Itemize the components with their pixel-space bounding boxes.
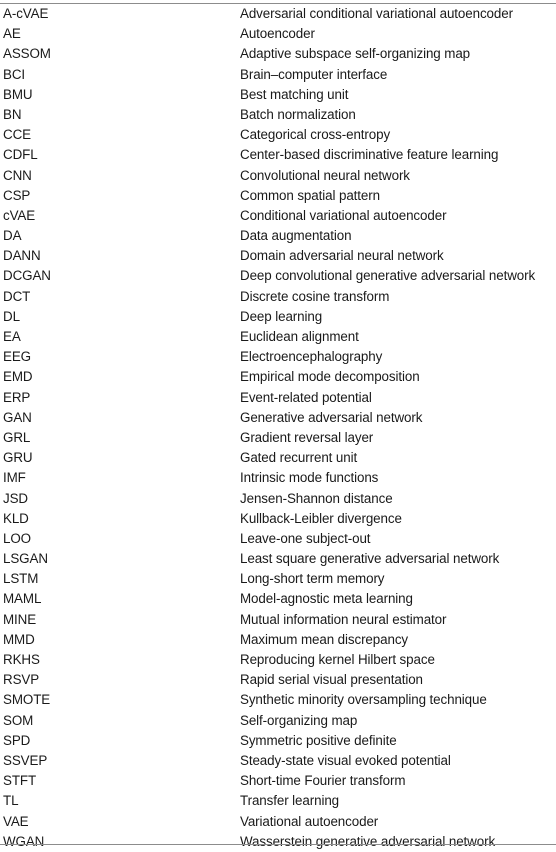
- definition-cell: Self-organizing map: [240, 712, 358, 728]
- table-row: [0, 44, 556, 64]
- definition-cell: Intrinsic mode functions: [240, 470, 379, 486]
- abbreviation-cell: RSVP: [3, 672, 40, 688]
- definition-cell: Short-time Fourier transform: [240, 773, 406, 789]
- definition-cell: Reproducing kernel Hilbert space: [240, 652, 435, 667]
- definition-cell: Categorical cross-entropy: [240, 127, 391, 143]
- table-row: [0, 206, 556, 226]
- table-row: [0, 589, 556, 609]
- abbreviation-cell: CSP: [3, 187, 31, 203]
- abbreviation-cell: KLD: [3, 510, 29, 526]
- abbreviation-cell: A-cVAE: [3, 6, 49, 21]
- abbreviation-cell: DL: [3, 308, 20, 324]
- definition-cell: Model-agnostic meta learning: [240, 591, 413, 607]
- abbreviation-cell: BMU: [3, 86, 33, 102]
- abbreviation-cell: MINE: [3, 611, 37, 627]
- table-row: [0, 65, 556, 85]
- abbreviation-cell: CDFL: [3, 147, 38, 163]
- table-row: [0, 246, 556, 266]
- table-row: [0, 468, 556, 488]
- abbreviation-cell: BCI: [3, 66, 26, 82]
- table-row: [0, 105, 556, 125]
- table-row: [0, 751, 556, 771]
- table-row: [0, 650, 556, 670]
- table-row: [0, 408, 556, 428]
- table-row: [0, 549, 556, 569]
- definition-cell: Wasserstein generative adversarial network: [240, 833, 496, 849]
- table-row: [0, 569, 556, 589]
- table-row: [0, 4, 556, 24]
- abbreviation-cell: BN: [3, 106, 22, 122]
- table-row: [0, 145, 556, 165]
- abbreviation-cell: IMF: [3, 470, 26, 486]
- abbreviation-cell: DCGAN: [3, 268, 51, 284]
- table-row: [0, 791, 556, 811]
- table-row: [0, 307, 556, 327]
- table-row: [0, 771, 556, 791]
- abbreviation-cell: DCT: [3, 288, 31, 304]
- abbreviation-cell: DA: [3, 228, 22, 244]
- abbreviation-cell: SPD: [3, 732, 31, 748]
- definition-cell: Adaptive subspace self-organizing map: [240, 46, 471, 62]
- table-row: [0, 226, 556, 246]
- table-row: [0, 529, 556, 549]
- table-row: [0, 670, 556, 690]
- definition-cell: Data augmentation: [240, 228, 352, 244]
- definition-cell: Best matching unit: [240, 86, 349, 102]
- abbreviation-cell: VAE: [3, 813, 29, 829]
- definition-cell: Leave-one subject-out: [240, 530, 371, 546]
- table-row: [0, 489, 556, 509]
- definition-cell: Deep convolutional generative adversarial network: [240, 268, 536, 284]
- abbreviation-rows: [0, 4, 556, 852]
- abbreviation-cell: WGAN: [3, 833, 45, 849]
- abbreviation-cell: DANN: [3, 248, 41, 264]
- abbreviation-cell: CCE: [3, 127, 31, 143]
- table-row: [0, 630, 556, 650]
- definition-cell: Electroencephalography: [240, 349, 383, 365]
- table-row: [0, 85, 556, 105]
- abbreviation-cell: SOM: [3, 712, 34, 728]
- definition-cell: Event-related potential: [240, 389, 372, 405]
- abbreviation-cell: AE: [3, 26, 21, 42]
- table-row: [0, 327, 556, 347]
- table-row: [0, 832, 556, 852]
- definition-cell: Batch normalization: [240, 106, 356, 122]
- abbreviation-cell: MMD: [3, 631, 35, 647]
- abbreviation-cell: GRU: [3, 450, 33, 466]
- abbreviation-cell: CNN: [3, 167, 32, 183]
- table-row: [0, 690, 556, 710]
- definition-cell: Maximum mean discrepancy: [240, 631, 409, 647]
- definition-cell: Gated recurrent unit: [240, 450, 358, 466]
- table-row: [0, 509, 556, 529]
- table-row: [0, 125, 556, 145]
- definition-cell: Discrete cosine transform: [240, 288, 390, 304]
- abbreviation-cell: SSVEP: [3, 752, 48, 768]
- definition-cell: Adversarial conditional variational autoencoder: [240, 6, 513, 21]
- table-row: [0, 448, 556, 468]
- abbreviation-cell: RKHS: [3, 652, 40, 667]
- table-row: [0, 166, 556, 186]
- table-row: [0, 711, 556, 731]
- definition-cell: Jensen-Shannon distance: [240, 490, 393, 506]
- abbreviation-cell: LSGAN: [3, 551, 48, 567]
- definition-cell: Rapid serial visual presentation: [240, 672, 423, 688]
- abbreviation-cell: MAML: [3, 591, 42, 607]
- definition-cell: Steady-state visual evoked potential: [240, 752, 451, 768]
- abbreviation-cell: TL: [3, 793, 19, 809]
- table-row: [0, 347, 556, 367]
- table-row: [0, 388, 556, 408]
- definition-cell: Least square generative adversarial network: [240, 551, 500, 567]
- abbreviation-cell: EA: [3, 329, 21, 344]
- abbreviation-cell: GRL: [3, 429, 31, 445]
- definition-cell: Autoencoder: [240, 26, 315, 42]
- table-row: [0, 367, 556, 387]
- definition-cell: Mutual information neural estimator: [240, 611, 447, 627]
- definition-cell: Generative adversarial network: [240, 409, 423, 425]
- table-row: [0, 266, 556, 286]
- abbreviation-cell: cVAE: [3, 207, 36, 223]
- abbreviation-cell: EEG: [3, 349, 31, 365]
- abbreviation-cell: ERP: [3, 389, 31, 405]
- definition-cell: Long-short term memory: [240, 571, 385, 587]
- definition-cell: Conditional variational autoencoder: [240, 207, 447, 223]
- abbreviation-cell: ASSOM: [3, 46, 51, 62]
- definition-cell: Center-based discriminative feature learning: [240, 147, 499, 163]
- table-row: [0, 731, 556, 751]
- abbreviation-cell: LSTM: [3, 571, 39, 587]
- abbreviation-cell: EMD: [3, 369, 33, 385]
- table-row: [0, 610, 556, 630]
- definition-cell: Common spatial pattern: [240, 187, 380, 203]
- abbreviation-cell: GAN: [3, 409, 32, 425]
- table-row: [0, 24, 556, 44]
- definition-cell: Symmetric positive definite: [240, 732, 397, 748]
- definition-cell: Domain adversarial neural network: [240, 248, 444, 264]
- table-row: [0, 186, 556, 206]
- definition-cell: Convolutional neural network: [240, 167, 410, 183]
- definition-cell: Euclidean alignment: [240, 329, 359, 344]
- definition-cell: Brain–computer interface: [240, 66, 388, 82]
- definition-cell: Kullback-Leibler divergence: [240, 510, 402, 526]
- definition-cell: Deep learning: [240, 308, 323, 324]
- table-row: [0, 287, 556, 307]
- table-row: [0, 428, 556, 448]
- definition-cell: Transfer learning: [240, 793, 340, 809]
- table-row: [0, 812, 556, 832]
- definition-cell: Variational autoencoder: [240, 813, 379, 829]
- definition-cell: Gradient reversal layer: [240, 429, 374, 445]
- abbreviation-cell: SMOTE: [3, 692, 51, 708]
- abbreviation-cell: LOO: [3, 530, 31, 546]
- abbreviation-cell: STFT: [3, 773, 37, 789]
- abbreviation-cell: JSD: [3, 490, 28, 506]
- definition-cell: Synthetic minority oversampling technique: [240, 692, 487, 708]
- definition-cell: Empirical mode decomposition: [240, 369, 420, 385]
